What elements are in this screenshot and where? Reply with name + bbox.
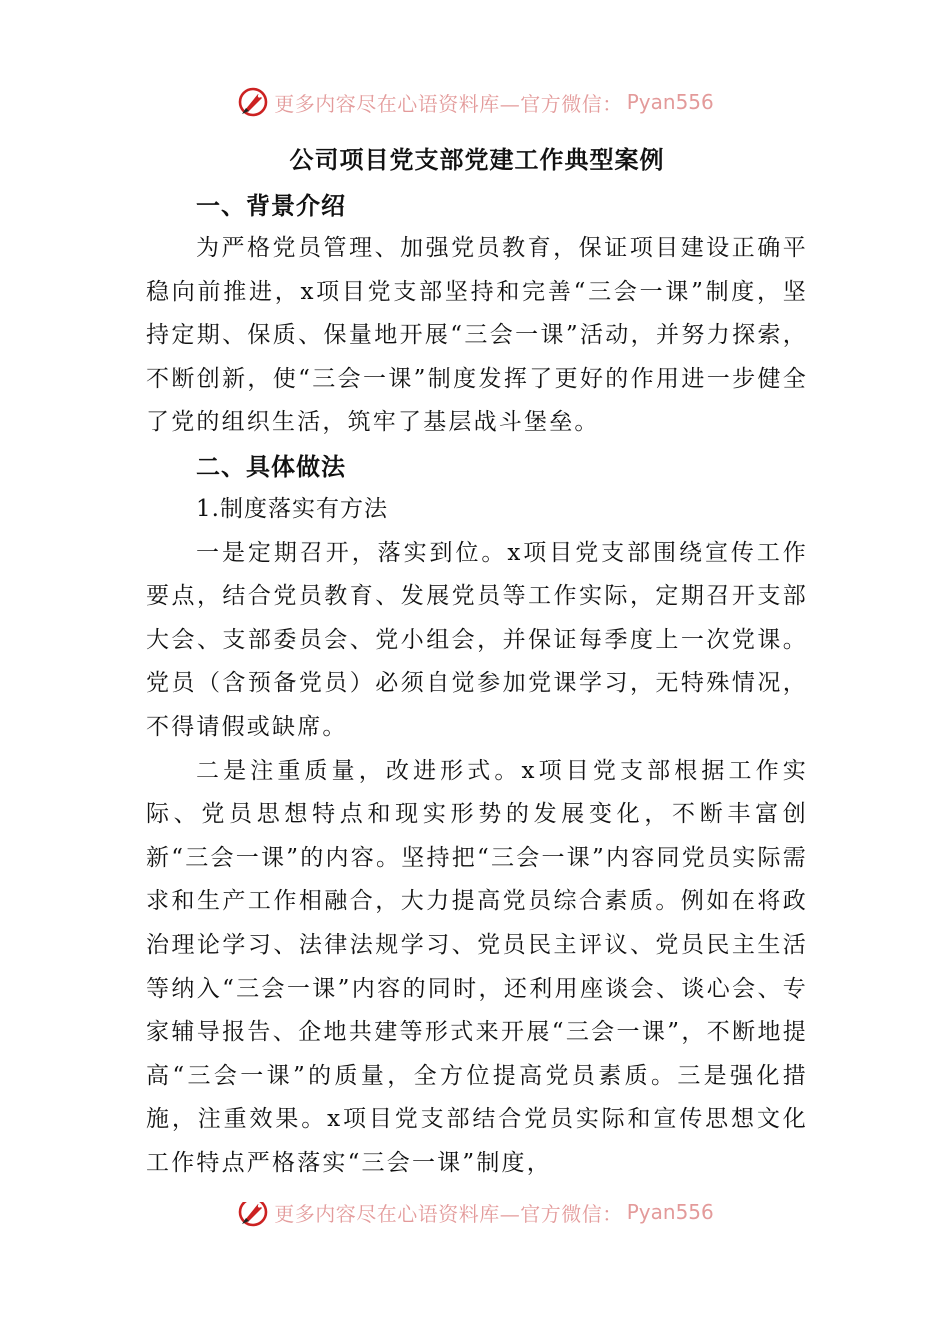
watermark-wechat-id: Pyan556 — [626, 90, 714, 114]
paragraph-practice-1: 一是定期召开，落实到位。x项目党支部围绕宣传工作要点，结合党员教育、发展党员等工作实际，定期召开支部大会、支部委员会、党小组会，并保证每季度上一次党课。党员（含预备党员）必须自觉参加党课学习，无特殊情况，不得请假或缺席。 — [146, 539, 808, 740]
paragraph-practice-2: 二是注重质量，改进形式。x项目党支部根据工作实际、党员思想特点和现实形势的发展变化，不断丰富创新“三会一课”的内容。坚持把“三会一课”内容同党员实际需求和生产工作相融合，大力提高党员综合素质。例如在将政治理论学习、法律法规学习、党员民主评议、党员民主生活等纳入“三会一课”内容的同时，还利用座谈会、谈心会、专家辅导报告、企地共建等形式来开展“三会一课”，不断地提高“三会一课”的质量，全方位提高党员素质。三是强化措施，注重效果。x项目党支部结合党员实际和宣传思想文化工作特点严格落实“三会一课”制度， — [146, 757, 808, 1176]
section-heading-background: 一、背景介绍 — [196, 191, 346, 220]
document-body — [146, 138, 808, 1185]
watermark-text: 更多内容尽在心语资料库—官方微信： — [274, 1202, 623, 1226]
paragraph-background: 为严格党员管理、加强党员教育，保证项目建设正确平稳向前推进，x项目党支部坚持和完善“三会一课”制度，坚持定期、保质、保量地开展“三会一课”活动，并努力探索，不断创新，使“三会一课”制度发挥了更好的作用进一步健全了党的组织生活，筑牢了基层战斗堡垒。 — [146, 235, 808, 436]
footer-watermark — [236, 1202, 714, 1229]
footer-watermark-banner — [0, 1202, 950, 1236]
subsection-heading-system: 1.制度落实有方法 — [196, 495, 388, 522]
watermark-text: 更多内容尽在心语资料库—官方微信： — [274, 91, 623, 116]
pen-nib-logo-icon — [236, 85, 270, 119]
pen-nib-logo-icon — [236, 1202, 270, 1229]
document-title: 公司项目党支部党建工作典型案例 — [289, 145, 665, 174]
header-watermark-banner — [0, 82, 950, 122]
header-watermark — [236, 85, 714, 119]
section-heading-practice: 二、具体做法 — [196, 451, 346, 481]
watermark-wechat-id: Pyan556 — [626, 1202, 714, 1224]
